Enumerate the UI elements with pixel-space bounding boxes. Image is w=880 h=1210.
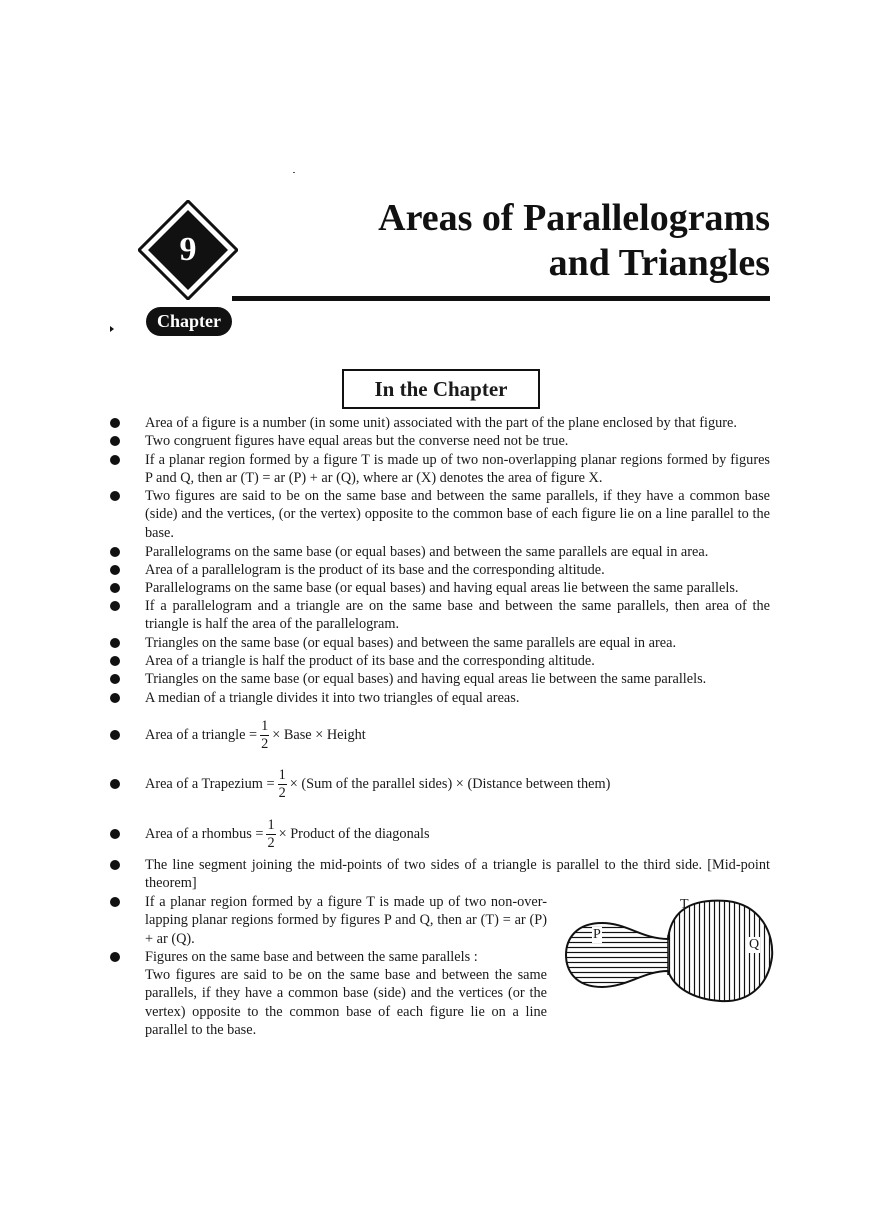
bullet-icon (110, 491, 120, 501)
bullet-icon (110, 674, 120, 684)
list-item: If a planar region formed by a figure T is made up of two non-over-lapping planar regions formed by figures P and Q, then ar (T) = ar (P) + ar (Q). (145, 893, 547, 948)
bullet-icon (110, 418, 120, 428)
formula-rhombus-area: Area of a rhombus = $\frac{1}{2}$ × Product of the diagonals (145, 814, 430, 854)
bullet-icon (110, 860, 120, 870)
label-t: T (680, 897, 689, 912)
list-item: Area of a triangle is half the product of its base and the corresponding altitude. (145, 652, 770, 670)
chapter-number: 9 (179, 231, 197, 268)
chapter-title-line-2: and Triangles (548, 242, 770, 284)
list-item: Triangles on the same base (or equal bases) and having equal areas lie between the same parallels. (145, 670, 770, 688)
chapter-label: Chapter (146, 307, 232, 336)
list-item: Two congruent figures have equal areas but the converse need not be true. (145, 432, 770, 450)
bullet-icon (110, 779, 120, 789)
bullet-icon (110, 693, 120, 703)
list-item: Parallelograms on the same base (or equal bases) and having equal areas lie between the same parallels. (145, 579, 770, 597)
list-item: Parallelograms on the same base (or equal bases) and between the same parallels are equal in area. (145, 543, 770, 561)
bullet-icon (110, 436, 120, 446)
bullet-icon (110, 730, 120, 740)
list-item: If a planar region formed by a figure T is made up of two non-overlapping planar regions formed by figures P and Q, then ar (T) = ar (P) + ar (Q), where ar (X) denotes the area of figure X. (145, 451, 770, 488)
list-item: Area of a figure is a number (in some unit) associated with the part of the plane enclosed by that figure. (145, 414, 770, 432)
section-heading: In the Chapter (342, 369, 540, 409)
bullet-icon (110, 829, 120, 839)
list-item: The line segment joining the mid-points of two sides of a triangle is parallel to the third side. [Mid-point theorem] (145, 856, 770, 893)
bullet-icon (110, 583, 120, 593)
fraction: $\frac{1}{2}$ (278, 766, 286, 801)
list-item: Figures on the same base and between the same parallels : (145, 948, 547, 966)
list-item: A median of a triangle divides it into two triangles of equal areas. (145, 689, 770, 707)
final-paragraph: Two figures are said to be on the same base and between the same parallels, if they have a common base (side) and the vertices (or the vertex) opposite to the common base of each figure lie on a line parallel to the base. (145, 967, 547, 1039)
label-q: Q (749, 937, 760, 952)
label-p: P (593, 927, 601, 942)
fraction: $\frac{1}{2}$ (267, 816, 275, 851)
bullet-icon (110, 547, 120, 557)
bullet-icon (110, 897, 120, 907)
region-figure-tpq (562, 895, 778, 1007)
bullet-icon (110, 565, 120, 575)
region-diagram-icon (562, 895, 778, 1007)
chapter-title-line-1: Areas of Parallelograms (378, 197, 770, 239)
fraction: $\frac{1}{2}$ (261, 717, 269, 752)
list-item: If a parallelogram and a triangle are on the same base and between the same parallels, then area of the triangle is half the area of the parallelogram. (145, 597, 770, 634)
bullet-icon (110, 455, 120, 465)
list-item: Area of a parallelogram is the product of its base and the corresponding altitude. (145, 561, 770, 579)
bullet-icon (110, 656, 120, 666)
list-item: Two figures are said to be on the same base and between the same parallels, if they have a common base (side) and the vertices, (or the vertex) opposite to the common base of each figure lie on a line parallel to the base. (145, 487, 770, 542)
bullet-icon (110, 601, 120, 611)
list-item: Triangles on the same base (or equal bases) and between the same parallels are equal in area. (145, 634, 770, 652)
region-shape (566, 901, 772, 1002)
formula-triangle-area: Area of a triangle = $\frac{1}{2}$ × Base × Height (145, 715, 366, 755)
bullet-icon (110, 952, 120, 962)
bullet-icon (110, 638, 120, 648)
formula-trapezium-area: Area of a Trapezium = $\frac{1}{2}$ × (Sum of the parallel sides) × (Distance between them) (145, 764, 610, 804)
